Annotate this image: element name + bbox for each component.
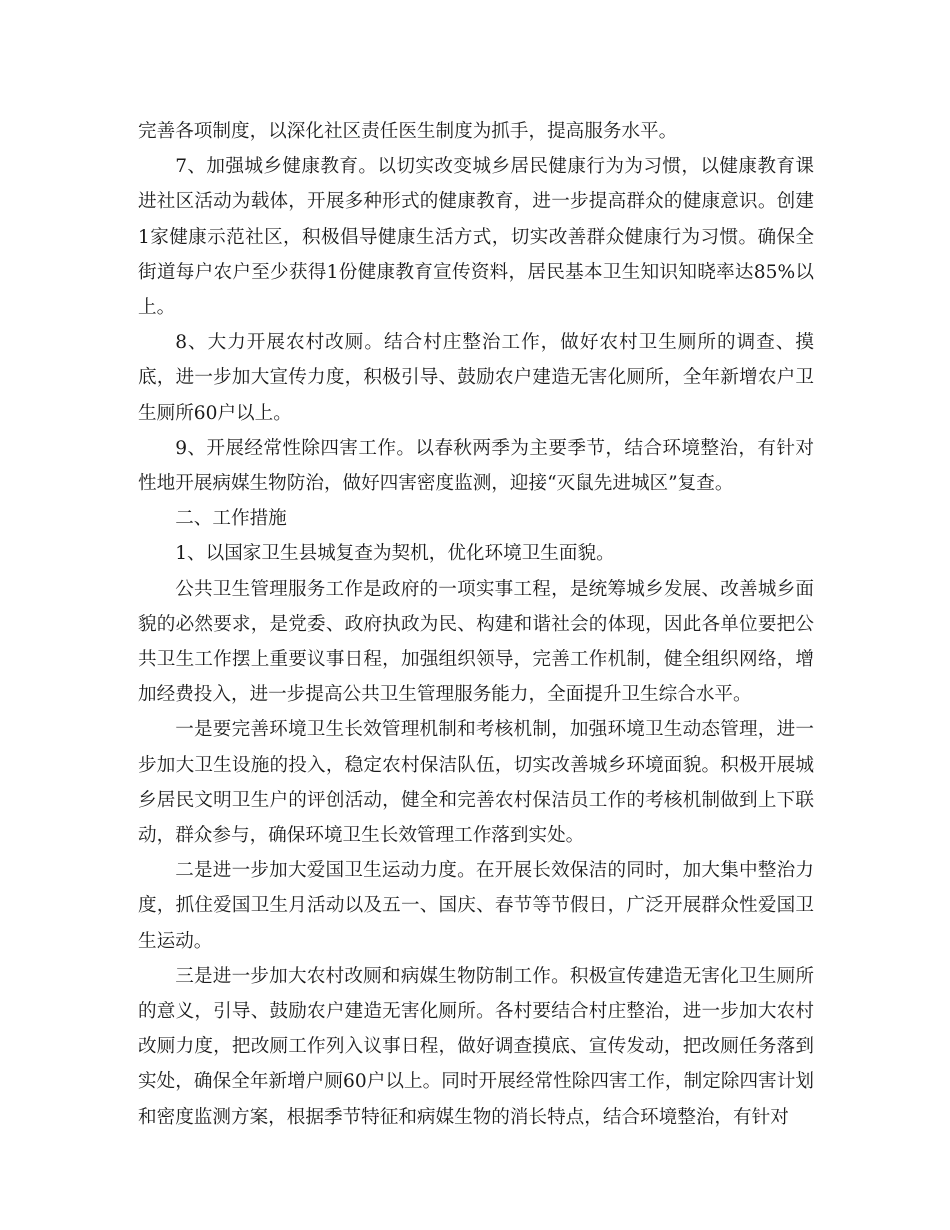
paragraph-pest-control: 9、开展经常性除四害工作。以春秋两季为主要季节，结合环境整治，有针对性地开展病媒生物防治，做好四害密度监测，迎接“灭鼠先进城区”复查。: [138, 437, 814, 495]
paragraph-measure-one: 一是要完善环境卫生长效管理机制和考核机制，加强环境卫生动态管理，进一步加大卫生设施的投入，稳定农村保洁队伍，切实改善城乡环境面貌。积极开展城乡居民文明卫生户的评创活动，健全和完善农村保洁员工作的考核机制做到上下联动，群众参与，确保环境卫生长效管理工作落到实处。: [138, 719, 814, 847]
paragraph-measure-three: 三是进一步加大农村改厕和病媒生物防制工作。积极宣传建造无害化卫生厕所的意义，引导、鼓励农户建造无害化厕所。各村要结合村庄整治，进一步加大农村改厕力度，把改厕工作列入议事日程，做好调查摸底、宣传发动，把改厕任务落到实处，确保全年新增户厕60户以上。同时开展经常性除四害工作，制定除四害计划和密度监测方案，根据季节特征和病媒生物的消长特点，结合环境整治，有针对: [138, 965, 814, 1128]
paragraph-public-health: 公共卫生管理服务工作是政府的一项实事工程，是统筹城乡发展、改善城乡面貌的必然要求，是党委、政府执政为民、构建和谐社会的体现，因此各单位要把公共卫生工作摆上重要议事日程，加强组织领导，完善工作机制，健全组织网络，增加经费投入，进一步提高公共卫生管理服务能力，全面提升卫生综合水平。: [138, 578, 814, 706]
document-body: [138, 114, 814, 1135]
subheading-sanitation-review: 1、以国家卫生县城复查为契机，优化环境卫生面貌。: [175, 543, 615, 565]
paragraph-continued: 完善各项制度，以深化社区责任医生制度为抓手，提高服务水平。: [138, 121, 678, 142]
paragraph-health-education: 7、加强城乡健康教育。以切实改变城乡居民健康行为为习惯，以健康教育课进社区活动为载体，开展多种形式的健康教育，进一步提高群众的健康意识。创建1家健康示范社区，积极倡导健康生活方式，切实改善群众健康行为习惯。确保全街道每户农户至少获得1份健康教育宣传资料，居民基本卫生知识知晓率达85%以上。: [138, 156, 814, 319]
paragraph-measure-two: 二是进一步加大爱国卫生运动力度。在开展长效保洁的同时，加大集中整治力度，抓住爱国卫生月活动以及五一、国庆、春节等节假日，广泛开展群众性爱国卫生运动。: [138, 860, 814, 952]
section-heading-measures: 二、工作措施: [175, 508, 287, 530]
paragraph-toilet-reform: 8、大力开展农村改厕。结合村庄整治工作，做好农村卫生厕所的调查、摸底，进一步加大宣传力度，积极引导、鼓励农户建造无害化厕所，全年新增农户卫生厕所60户以上。: [138, 332, 814, 424]
